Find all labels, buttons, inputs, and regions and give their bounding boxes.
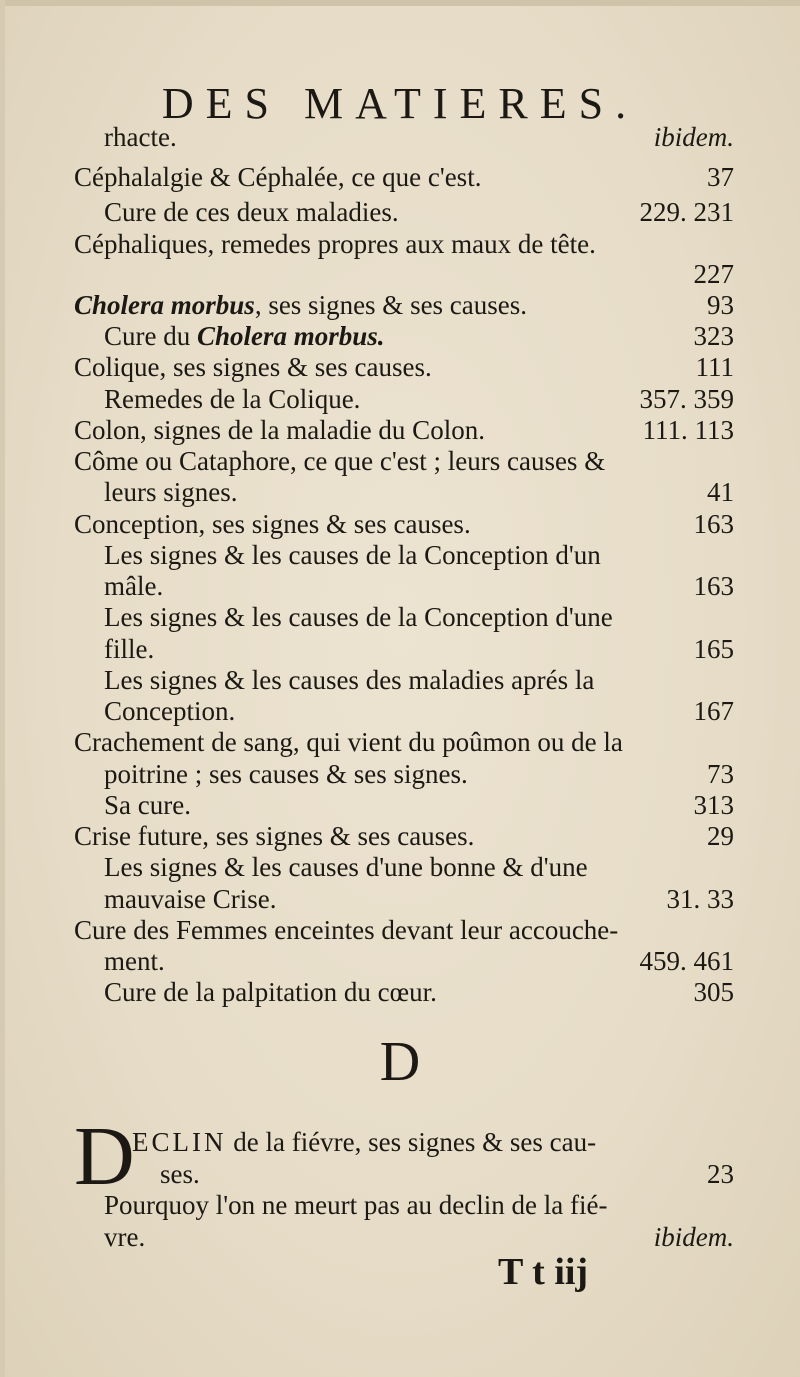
entry-page: 41 [707,477,734,507]
entry-page: 227 [693,259,734,289]
entry-smallcaps: ECLIN [132,1127,227,1157]
entry-label: Les signes & les causes d'une bonne & d'une [104,852,588,882]
entry-label: Côme ou Cataphore, ce que c'est ; leurs causes & [74,446,606,476]
entry-label: Les signes & les causes de la Conception d'une [104,602,613,632]
index-entry [0,974,800,1010]
index-entry [0,349,800,385]
entry-label: Céphaliques, remedes propres aux maux de tête. [74,229,596,259]
index-entry [0,1219,800,1255]
entry-page: ibidem. [653,122,734,152]
entry-label: Remedes de la Colique. [104,384,361,414]
entry-text: vre. [104,1222,146,1252]
entry-label: , ses signes & ses causes. [254,290,528,320]
entry-label: Colique, ses signes & ses causes. [74,352,432,382]
entry-page: 111. 113 [642,415,734,445]
entry-page: 313 [693,790,734,820]
entry-label: Cure de ces deux maladies. [104,197,399,227]
entry-label: Les signes & les causes des maladies aprés la [104,665,595,695]
entry-page: 357. 359 [639,384,734,414]
entry-italic-term: Cholera morbus [74,290,255,320]
entry-label: mâle. [104,571,164,601]
entry-page: 163 [693,509,734,539]
index-entry [0,1124,800,1160]
entry-page: 167 [693,696,734,726]
entry-label: mauvaise Crise. [104,884,277,914]
entry-label: Cure des Femmes enceintes devant leur accouche- [74,915,619,945]
entry-text [104,974,437,1010]
section-letter: D [379,1031,421,1093]
entry-label: Cure du [104,321,197,351]
index-entry [0,159,800,195]
entry-label: Conception. [104,696,236,726]
entry-label: Les signes & les causes de la Conception d'un [104,540,601,570]
entry-text: ses. [160,1159,200,1189]
entry-label: ment. [104,946,165,976]
entry-label: Crise future, ses signes & ses causes. [74,821,475,851]
scan-edge [0,0,800,6]
entry-page: ibidem. [653,1222,734,1252]
entry-label: Sa cure. [104,790,191,820]
entry-page: 23 [707,1159,734,1189]
index-entry [0,724,800,760]
entry-page: 93 [707,290,734,320]
entry-label: poitrine ; ses causes & ses signes. [104,759,468,789]
entry-label: Conception, ses signes & ses causes. [74,509,471,539]
entry-label: leurs signes. [104,477,238,507]
entry-text [74,349,432,385]
entry-text [104,119,177,155]
entry-label: fille. [104,634,155,664]
entry-page: 111 [695,352,734,382]
entry-page: 73 [707,759,734,789]
drop-cap: D [74,1110,135,1203]
index-entry [0,194,800,230]
entry-text [104,194,399,230]
entry-text [104,599,613,635]
entry-page: 37 [707,162,734,192]
index-entry [0,1187,800,1223]
entry-page: 459. 461 [639,946,734,976]
entry-page: 229. 231 [639,197,734,227]
entry-page: 29 [707,821,734,851]
entry-page: 163 [693,571,734,601]
entry-label: Cure de la palpitation du cœur. [104,977,437,1007]
entry-page: 323 [693,321,734,351]
entry-label: rhacte. [104,122,177,152]
entry-text [104,474,237,510]
signature-mark: T t iij [498,1251,589,1293]
entry-page: 165 [693,634,734,664]
entry-text [104,849,588,885]
index-entry [0,119,800,155]
entry-text: Pourquoy l'on ne meurt pas au declin de la fié- [104,1190,608,1220]
entry-label: Colon, signes de la maladie du Colon. [74,415,485,445]
index-entry [0,474,800,510]
entry-text [74,724,623,760]
entry-page: 31. 33 [666,884,734,914]
running-header: DES MATIERES. [161,79,639,128]
index-entry [0,599,800,635]
entry-italic-term: Cholera morbus. [196,321,385,351]
entry-label: Crachement de sang, qui vient du poûmon ou de la [74,727,623,757]
entry-text [74,159,481,195]
entry-page: 305 [693,977,734,1007]
entry-label: Céphalalgie & Céphalée, ce que c'est. [74,162,482,192]
index-entry [0,849,800,885]
entry-text: de la fiévre, ses signes & ses cau- [233,1127,597,1157]
